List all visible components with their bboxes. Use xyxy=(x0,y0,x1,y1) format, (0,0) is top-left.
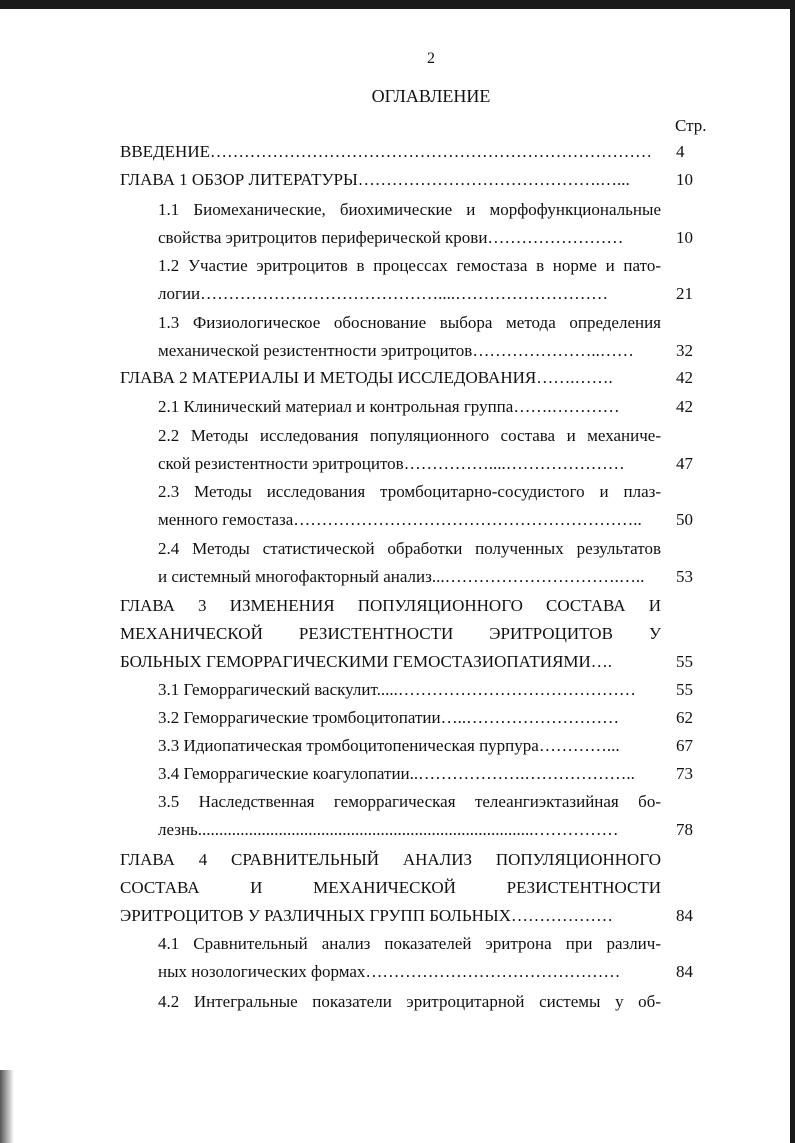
toc-entry-text: механической резистентности эритроцитов…………………..…… xyxy=(158,341,634,360)
page-number: 2 xyxy=(427,50,435,67)
toc-entry-page: 53 xyxy=(676,567,693,586)
toc-entry-text: ГЛАВА 2 МАТЕРИАЛЫ И МЕТОДЫ ИССЛЕДОВАНИЯ…….……. xyxy=(120,368,613,387)
toc-entry-text: 1.1 Биомеханические, биохимические и морфофункциональные xyxy=(158,200,661,219)
toc-entry-page: 84 xyxy=(676,906,693,925)
toc-entry-page: 55 xyxy=(676,652,693,671)
toc-entry-text: 3.4 Геморрагические коагулопатии..……………….……………….. xyxy=(158,764,635,783)
toc-entry-page: 62 xyxy=(676,708,693,727)
toc-entry-page: 32 xyxy=(676,341,693,360)
toc-entry-page: 10 xyxy=(676,228,693,247)
toc-entry-text: СОСТАВА И МЕХАНИЧЕСКОЙ РЕЗИСТЕНТНОСТИ xyxy=(120,878,661,897)
toc-entry-text: 2.1 Клинический материал и контрольная группа…….………… xyxy=(158,397,620,416)
toc-entry-page: 67 xyxy=(676,736,693,755)
toc-entry-text: ВВЕДЕНИЕ…………………………………………………………………… xyxy=(120,142,652,161)
scan-border-right xyxy=(790,0,795,1143)
toc-entry-text: 1.2 Участие эритроцитов в процессах гемостаза в норме и пато- xyxy=(158,256,661,275)
toc-entry-text: ГЛАВА 1 ОБЗОР ЛИТЕРАТУРЫ…………………………………….…... xyxy=(120,170,630,189)
toc-entry-page: 55 xyxy=(676,680,693,699)
toc-entry-page: 84 xyxy=(676,962,693,981)
toc-entry-text: 4.2 Интегральные показатели эритроцитарной системы у об- xyxy=(158,992,661,1011)
toc-entry-page: 42 xyxy=(676,368,693,387)
toc-entry-text: 2.3 Методы исследования тромбоцитарно-сосудистого и плаз- xyxy=(158,482,661,501)
toc-entry-text: 3.2 Геморрагические тромбоцитопатии…..……………………… xyxy=(158,708,620,727)
toc-entry-text: логии……………………………………....……………………… xyxy=(158,284,609,303)
toc-entry-page: 10 xyxy=(676,170,693,189)
toc-entry-page: 47 xyxy=(676,454,693,473)
toc-title: ОГЛАВЛЕНИЕ xyxy=(371,86,491,106)
toc-entry-text: 3.3 Идиопатическая тромбоцитопеническая пурпура…………... xyxy=(158,736,620,755)
page-column-header: Стр. xyxy=(675,116,707,135)
toc-entry-text: 4.1 Сравнительный анализ показателей эритрона при различ- xyxy=(158,934,661,953)
toc-entry-text: ЭРИТРОЦИТОВ У РАЗЛИЧНЫХ ГРУПП БОЛЬНЫХ……………… xyxy=(120,906,613,925)
toc-entry-text: менного гемостаза…………………………………………………….. xyxy=(158,510,642,529)
toc-entry-page: 50 xyxy=(676,510,693,529)
toc-entry-page: 4 xyxy=(676,142,685,161)
toc-entry-text: ГЛАВА 4 СРАВНИТЕЛЬНЫЙ АНАЛИЗ ПОПУЛЯЦИОННОГО xyxy=(120,850,661,869)
toc-entry-page: 78 xyxy=(676,820,693,839)
toc-entry-text: 3.1 Геморрагический васкулит.....…………………………………… xyxy=(158,680,636,699)
toc-entry-page: 21 xyxy=(676,284,693,303)
toc-entry-page: 73 xyxy=(676,764,693,783)
toc-entry-text: 3.5 Наследственная геморрагическая телеангиэктазийная бо- xyxy=(158,792,661,811)
toc-entry-page: 42 xyxy=(676,397,693,416)
toc-entry-text: лезнь...............................................................................…………… xyxy=(158,820,619,839)
toc-entry-text: ных нозологических формах……………………………………… xyxy=(158,962,621,981)
toc-entry-text: 2.2 Методы исследования популяционного состава и механиче- xyxy=(158,426,661,445)
toc-entry-text: и системный многофакторный анализ...………………………….….. xyxy=(158,567,645,586)
toc-entry-text: МЕХАНИЧЕСКОЙ РЕЗИСТЕНТНОСТИ ЭРИТРОЦИТОВ У xyxy=(120,624,661,643)
toc-entry-text: 2.4 Методы статистической обработки полученных результатов xyxy=(158,539,661,558)
toc-entry-text: ГЛАВА 3 ИЗМЕНЕНИЯ ПОПУЛЯЦИОННОГО СОСТАВА И xyxy=(120,596,661,615)
toc-entry-text: БОЛЬНЫХ ГЕМОРРАГИЧЕСКИМИ ГЕМОСТАЗИОПАТИЯМИ…. xyxy=(120,652,613,671)
toc-entry-text: свойства эритроцитов периферической крови…………………… xyxy=(158,228,624,247)
scan-shadow xyxy=(0,1070,14,1143)
scan-border-top xyxy=(0,0,795,9)
toc-entry-text: ской резистентности эритроцитов……………....………………… xyxy=(158,454,625,473)
toc-entry-text: 1.3 Физиологическое обоснование выбора метода определения xyxy=(158,313,661,332)
